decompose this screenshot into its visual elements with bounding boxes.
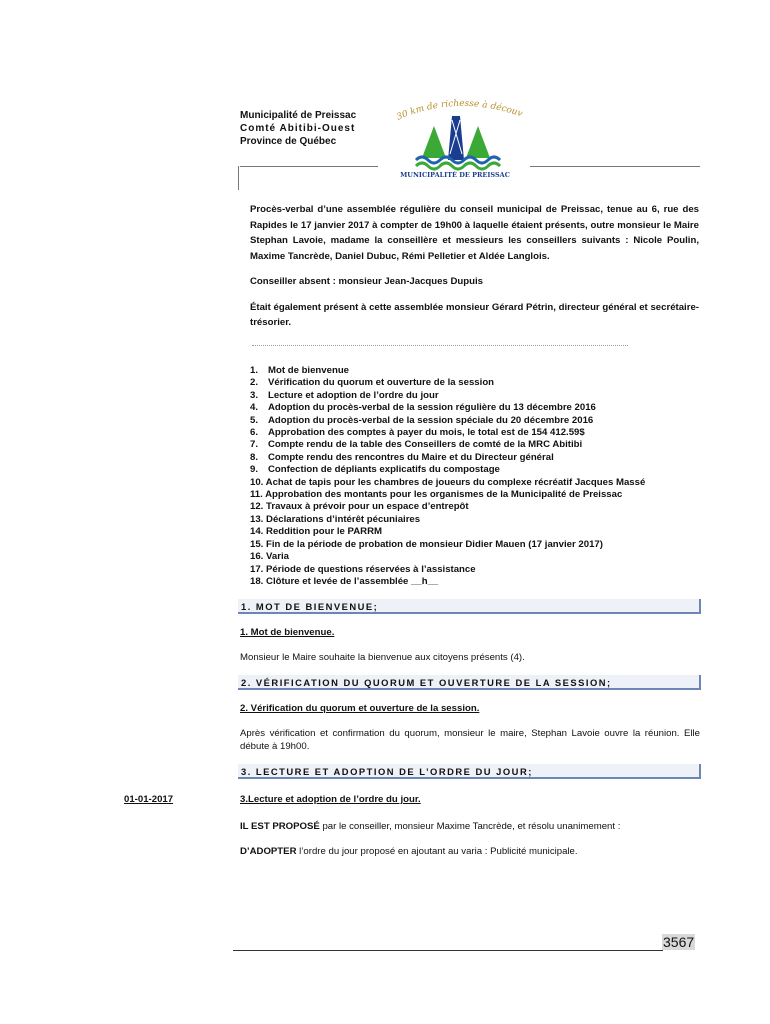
section-subtitle-2: 2. Vérification du quorum et ouverture de la session.	[240, 703, 480, 714]
logo-slogan: 30 km de richesse à découv	[395, 98, 524, 123]
resolution-proposed: IL EST PROPOSÉ par le conseiller, monsieur Maxime Tancrède, et résolu unanimement :	[240, 821, 621, 832]
intro-absent: Conseiller absent : monsieur Jean-Jacques Dupuis	[250, 276, 483, 287]
agenda-item: 5. Adoption du procès-verbal de la session spéciale du 20 décembre 2016	[250, 414, 594, 426]
section-text-2: Après vérification et confirmation du quorum, monsieur le maire, Stephan Lavoie ouvre la réunion. Elle débute à 19h00.	[240, 728, 700, 752]
intro-attendance: Procès-verbal d’une assemblée régulière du conseil municipal de Preissac, tenue au 6, rue des Rapides le 17 janvier 2017 à compter de 19h00 à laquelle étaient présents, outre monsieur le Maire Stephan Lavoie, madame la conseillère et messieurs les conseillers suivants : Nicole Poulin, Maxime Tancrède, Daniel Dubuc, Rémi Pelletier et Aldée Langlois.	[250, 204, 699, 262]
header-rule-right	[530, 166, 700, 167]
agenda-item: 14. Reddition pour le PARRM	[250, 526, 383, 538]
agenda-item: 8. Compte rendu des rencontres du Maire et du Directeur général	[250, 451, 554, 463]
agenda-item: 2. Vérification du quorum et ouverture de la session	[250, 377, 495, 389]
agenda-list	[250, 365, 705, 588]
agenda-item: 1. Mot de bienvenue	[250, 365, 350, 376]
agenda-item: 16. Varia	[250, 551, 289, 563]
municipality-logo	[380, 98, 530, 180]
logo-graphic	[380, 98, 530, 180]
municipality-header	[240, 109, 356, 148]
intro-also-present: Était également présent à cette assemblée monsieur Gérard Pétrin, directeur général et secrétaire-trésorier.	[250, 301, 699, 328]
section-text-1: Monsieur le Maire souhaite la bienvenue aux citoyens présents (4).	[240, 652, 525, 663]
header-rule-vertical	[238, 166, 239, 190]
agenda-item: 13. Déclarations d’intérêt pécuniaires	[250, 513, 421, 525]
page-number: 3567	[663, 934, 695, 950]
section-heading-1: 1. MOT DE BIENVENUE;	[238, 599, 701, 614]
section-heading-2: 2. VÉRIFICATION DU QUORUM ET OUVERTURE DE LA SESSION;	[238, 675, 701, 690]
agenda-item: 18. Clôture et levée de l’assemblée __h__	[250, 575, 439, 587]
agenda-item: 3. Lecture et adoption de l’ordre du jour	[250, 389, 439, 401]
header-rule-left	[240, 166, 378, 167]
agenda-item: 7. Compte rendu de la table des Conseillers de comté de la MRC Abitibi	[250, 439, 583, 451]
resolution-date: 01-01-2017	[124, 794, 174, 805]
org-line-province: Province de Québec	[240, 136, 337, 147]
minutes-intro	[250, 202, 699, 341]
agenda-item: 6. Approbation des comptes à payer du mois, le total est de 154 412.59$	[250, 427, 585, 439]
logo-name: MUNICIPALITÉ DE PREISSAC	[400, 171, 510, 179]
agenda-item: 4. Adoption du procès-verbal de la session régulière du 13 décembre 2016	[250, 402, 596, 414]
section-subtitle-1: 1. Mot de bienvenue.	[240, 627, 335, 638]
footer-rule	[233, 950, 663, 951]
agenda-item: 9. Confection de dépliants explicatifs du compostage	[250, 464, 500, 476]
section-heading-3: 3. LECTURE ET ADOPTION DE L’ORDRE DU JOUR;	[238, 764, 701, 779]
resolution-adopt: D’ADOPTER l’ordre du jour proposé en ajoutant au varia : Publicité municipale.	[240, 846, 578, 857]
org-line-county: Comté Abitibi-Ouest	[240, 123, 356, 134]
agenda-item: 15. Fin de la période de probation de monsieur Didier Mauen (17 janvier 2017)	[250, 538, 603, 550]
dotted-separator	[252, 345, 628, 346]
agenda-item: 12. Travaux à prévoir pour un espace d’entrepôt	[250, 501, 469, 513]
agenda-item: 11. Approbation des montants pour les organismes de la Municipalité de Preissac	[250, 489, 623, 501]
agenda-item: 17. Période de questions réservées à l’assistance	[250, 563, 476, 575]
adopt-label: D’ADOPTER	[240, 846, 297, 857]
org-line-municipality: Municipalité de Preissac	[240, 110, 357, 121]
proposed-label: IL EST PROPOSÉ	[240, 821, 320, 832]
section-subtitle-3: 3.Lecture et adoption de l’ordre du jour.	[240, 794, 421, 805]
agenda-item: 10. Achat de tapis pour les chambres de joueurs du complexe récréatif Jacques Massé	[250, 476, 646, 488]
